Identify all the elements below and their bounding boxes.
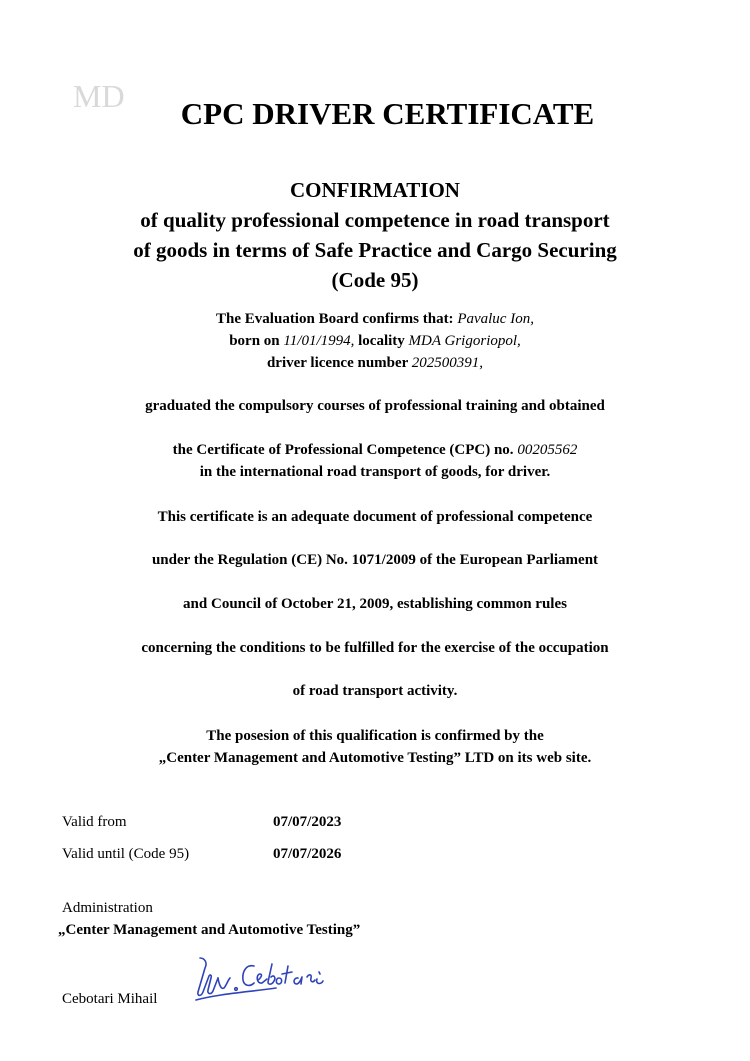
- regulation-line-2: under the Regulation (CE) No. 1071/2009 of the European Parliament: [151, 552, 599, 568]
- posesion-line-2: „Center Management and Automotive Testing” LTD on its web site.: [158, 750, 592, 766]
- cpc-label: the Certificate of Professional Competence (CPC) no.: [172, 442, 514, 458]
- administration-label: Administration: [62, 900, 153, 916]
- graduated-text: graduated the compulsory courses of professional training and obtained: [145, 398, 605, 414]
- confirmation-code: (Code 95): [331, 268, 419, 292]
- transport-text: in the international road transport of goods, for driver.: [199, 464, 551, 480]
- confirms-label: The Evaluation Board confirms that:: [216, 311, 454, 327]
- cpc-number: 00205562: [517, 442, 578, 458]
- birth-date: 11/01/1994,: [283, 333, 355, 349]
- born-label: born on: [229, 333, 280, 349]
- regulation-line-5: of road transport activity.: [292, 683, 458, 699]
- locality-label: locality: [358, 333, 405, 349]
- certificate-title: CPC DRIVER CERTIFICATE: [180, 96, 595, 131]
- confirmation-line-1: of quality professional competence in road transport: [140, 208, 610, 232]
- signatory-name: Cebotari Mihail: [62, 991, 158, 1007]
- licence-label: driver licence number: [266, 355, 409, 371]
- confirmation-line-2: of goods in terms of Safe Practice and Cargo Securing: [133, 238, 617, 262]
- valid-until-label: Valid until (Code 95): [62, 846, 190, 862]
- watermark-text: MD: [73, 78, 125, 114]
- valid-until-date: 07/07/2026: [273, 846, 342, 862]
- administration-company: „Center Management and Automotive Testing”: [58, 922, 361, 938]
- regulation-line-1: This certificate is an adequate document of professional competence: [157, 509, 593, 525]
- valid-from-date: 07/07/2023: [273, 814, 342, 830]
- holder-line-3: [0, 355, 750, 372]
- valid-from-label: Valid from: [62, 814, 127, 830]
- locality-value: MDA Grigoriopol,: [408, 333, 521, 349]
- posesion-line-1: The posesion of this qualification is confirmed by the: [206, 728, 544, 744]
- holder-name: Pavaluc Ion,: [457, 311, 534, 327]
- licence-number: 202500391,: [411, 355, 484, 371]
- signature-image: [188, 952, 333, 1007]
- holder-line-2: [0, 333, 750, 350]
- regulation-line-4: concerning the conditions to be fulfilled for the exercise of the occupation: [141, 640, 609, 656]
- cpc-line: [0, 442, 750, 459]
- regulation-line-3: and Council of October 21, 2009, establishing common rules: [183, 596, 567, 612]
- holder-line-1: [0, 311, 750, 328]
- confirmation-heading: CONFIRMATION: [290, 178, 460, 202]
